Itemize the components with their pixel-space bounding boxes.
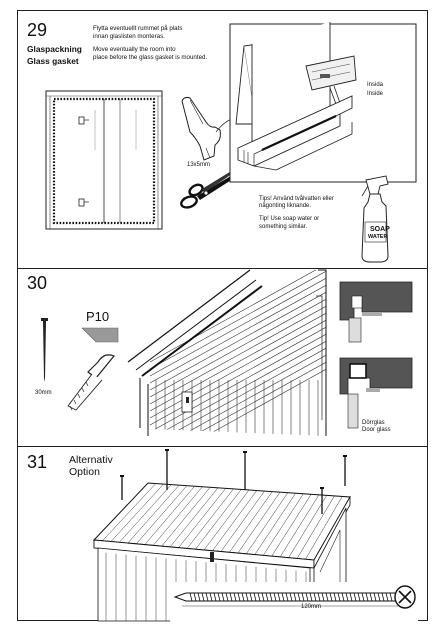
tip-sv-line-1: Tips! Använd tvålvatten eller — [259, 196, 334, 202]
step-number-30: 30 — [27, 273, 48, 293]
screw-length-label: 120mm — [301, 604, 322, 610]
step-number-29: 29 — [27, 20, 48, 40]
gasket-title-sv: Glaspackning — [27, 44, 82, 54]
gasket-title-en: Glass gasket — [27, 56, 79, 66]
bottle-label-water: WATER — [368, 234, 388, 240]
option-label-sv: Alternativ — [69, 454, 113, 466]
instruction-en-line-2: place before the glass gasket is mounted. — [93, 54, 208, 61]
inside-label-sv: Insida — [367, 82, 384, 88]
option-label-en: Option — [69, 466, 100, 478]
bottle-label-soap: SOAP — [370, 226, 390, 233]
gasket-size-label: 13x5mm — [187, 162, 211, 168]
step-number-31: 31 — [27, 452, 48, 472]
tip-sv-line-2: någonting liknande. — [259, 203, 312, 209]
instruction-en-line-1: Move eventually the room into — [93, 46, 176, 53]
door-glass-label-en: Door glass — [362, 427, 391, 433]
tip-en-line-2: something similar. — [259, 224, 308, 230]
instruction-sv-line-1: Flytta eventuellt rummet på plats — [93, 25, 183, 32]
instruction-sv-line-2: innan glaslisten monteras. — [93, 33, 165, 40]
tip-en-line-1: Tip! Use soap water or — [259, 216, 320, 222]
inside-label-en: Inside — [367, 91, 384, 97]
part-label-p10: P10 — [86, 309, 110, 324]
nail-length-label: 30mm — [35, 390, 52, 396]
door-glass-label-sv: Dörrglas — [362, 420, 385, 426]
